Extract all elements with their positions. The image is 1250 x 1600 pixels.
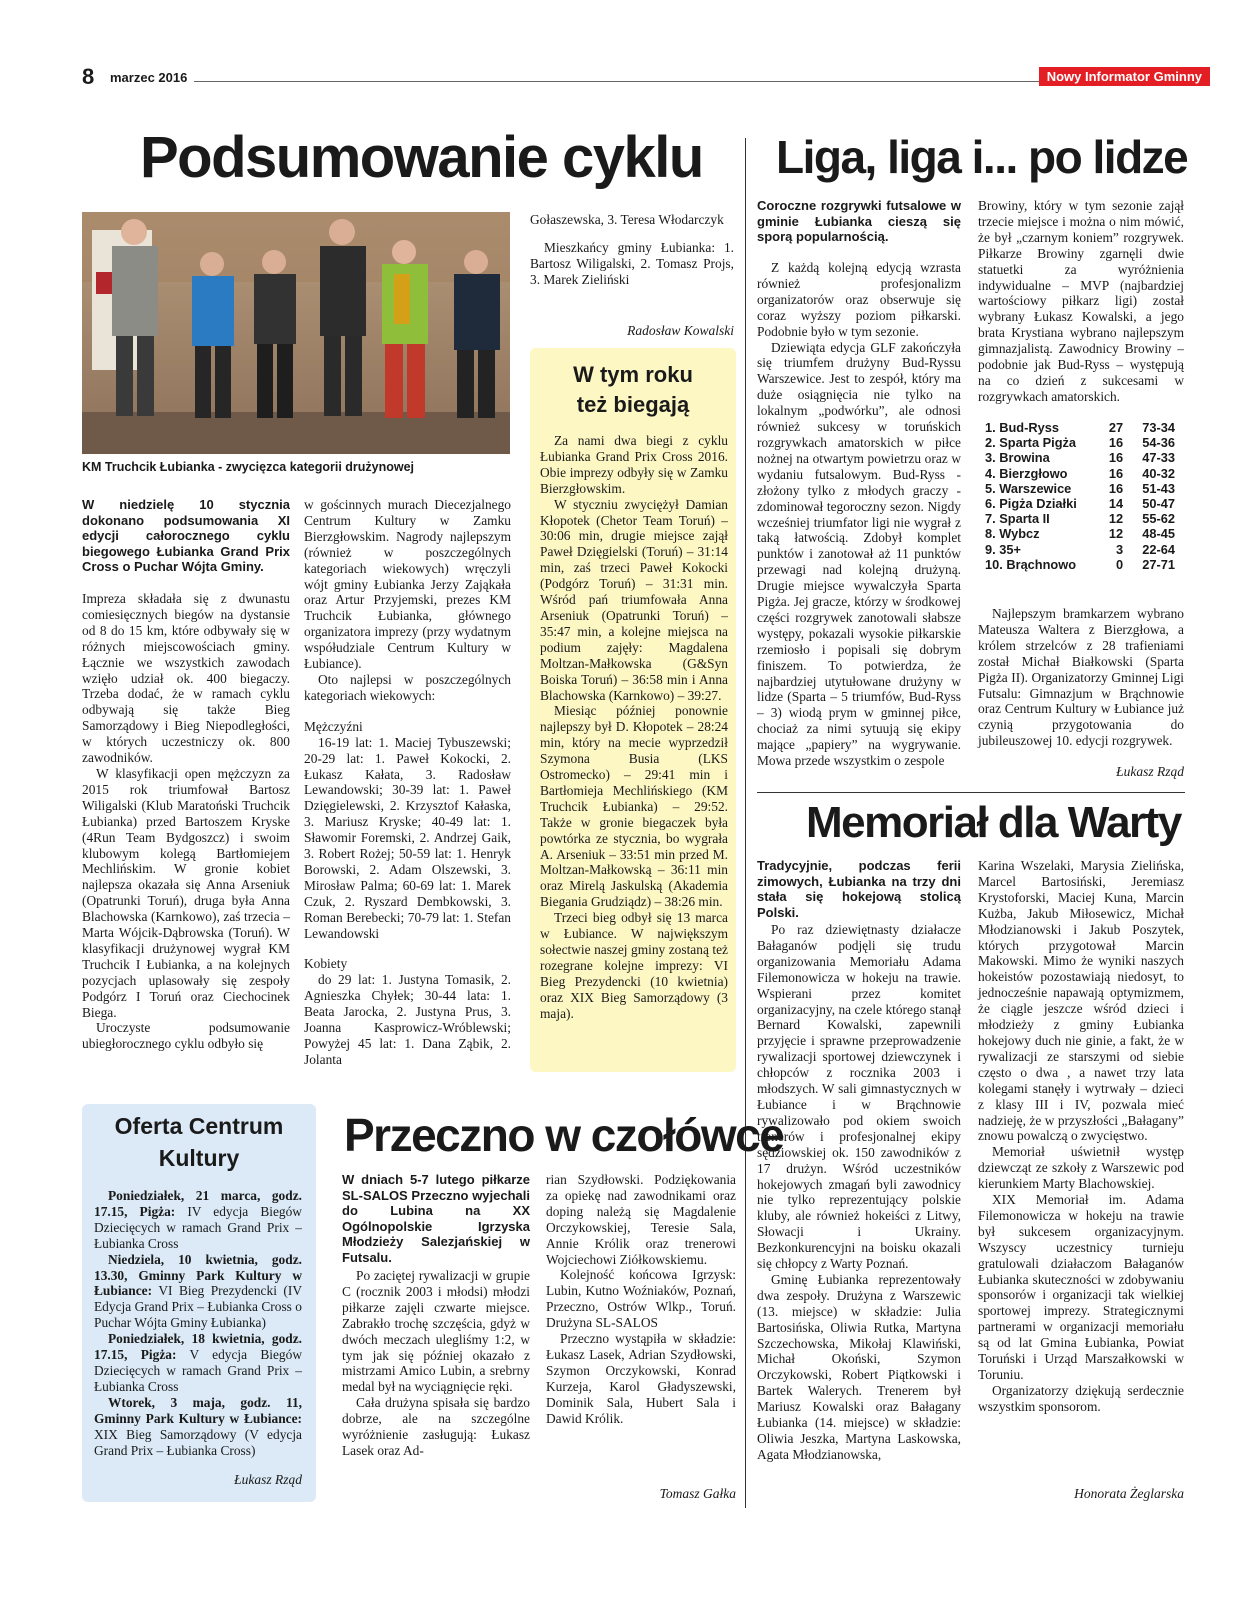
page-header — [82, 64, 1210, 92]
team-goals: 55-62 — [1142, 511, 1175, 527]
paragraph: Mieszkańcy gminy Łubianka: 1. Bartosz Wiligalski, 2. Tomasz Projs, 3. Marek Zieliński — [530, 239, 734, 287]
article1-author: Radosław Kowalski — [627, 323, 734, 338]
paragraph: W styczniu zwyciężył Damian Kłopotek (Chetor Team Toruń) – 30:06 min, drugie miejsce zajął Paweł Dzięgielski (Toruń) – 31:14 min, zaś trzeci Paweł Kokocki (Podgórz Toruń) – 31:31 min. Wśród pań triumfowała Anna Arseniuk (Opatrunki Toruń) – 35:47 min, a kolejne miejsca na podium zajęły: Magdalena Moltzan-Małkowska (G&Syn Boiska Toruń) – 36:58 min i Anna Blachowska (Karnkowo) – 39:27. — [540, 496, 728, 703]
event-when: Wtorek, 3 maja, godz. 11, Gminny Park Kultury w Łubiance: — [94, 1394, 302, 1426]
team-name: 10. Brąchnowo — [985, 556, 1077, 572]
paragraph: Z każdą kolejną edycją wzrasta również profesjonalizm organizatorów oraz obserwuje się coraz wyższy poziom piłkarski. Podobnie było w tym sezonie. — [757, 260, 961, 339]
article3-col1 — [757, 922, 961, 1463]
article1-col1 — [82, 591, 290, 1052]
article4-author: Tomasz Gałka — [659, 1486, 736, 1501]
section-rule — [757, 792, 1185, 793]
team-points: 0 — [1116, 556, 1124, 572]
paragraph: Kobiety — [304, 956, 348, 972]
article3-author: Honorata Żeglarska — [1074, 1486, 1184, 1501]
article2-lead — [757, 198, 961, 245]
paragraph: Gminę Łubianka reprezentowały dwa zespoły. Drużyna z Warszewic (13. miejsce) w składzie: Julia Bartosińska, Oliwia Rutka, Martyna Szczechowska, Mikołaj Klawiński, Michał Okoński, Szymon Orczykowski, Robert Piątkowski i Bartek Walerych. Trenerem był Mariusz Kowalski oraz Bałagany Łubianka (14. miejsce) w składzie: Oliwia Jeszka, Martyna Laskowska, Agata Młodzianowska, — [757, 1271, 961, 1462]
team-points: 3 — [1116, 541, 1124, 557]
paragraph: Dziewiąta edycja GLF zakończyła się triumfem drużyny Bud-Ryssu Warszewice. Jest to zespół, który ma duże osiągnięcia nie tylko na lokalnym „podwórku”, ale odnosi również sukcesy w toruńskich rozgrywkach amatorskich w piłce nożnej na otwartym powietrzu oraz w wydaniu futsalowym. Bud-Ryss - złożony tylko z młodych graczy - zdominował tegoroczny sezon. Nigdy wcześniej triumfator ligi nie wygrał z taką łatwością. Zdobył komplet punktów i zanotował aż 11 punktów przewagi nad kolejną drużyną. Drugie miejsce wywalczyła Sparta Pigża. Jej gracze, którzy w środkowej części rozgrywek zanotowali słabsze występy, pokazali wysokie piłkarskie rzemiosło i popisali się dobrym finiszem. To potwierdza, że najbardziej utytułowane drużyny w lidze (Sparta – 5 triumfów, Bud-Ryss – 3) wiodą prym w gminnej piłce, chociaż za nimi sytuują się ekipy mające „papiery” na wygrywanie. Mowa przede wszystkim o zespole — [757, 339, 961, 769]
article2-author: Łukasz Rząd — [1116, 764, 1184, 779]
league-table — [985, 420, 1175, 572]
title-line: też biegają — [576, 392, 690, 417]
league-row — [985, 526, 1175, 541]
running-box-title — [530, 360, 736, 420]
paragraph: Po zaciętej rywalizacji w grupie C (rocznik 2003 i młodsi) młodzi piłkarze zajęli czwarte miejsce. Zabrakło trochę szczęścia, gdyż w dwóch meczach ulegliśmy 1:2, w tym jak się później okazało z mistrzami Amico Lubin, a srebrny medal był na wyciągnięcie ręki. — [342, 1268, 530, 1395]
paragraph: Mężczyźni — [304, 718, 363, 734]
event-what: IV edycja Biegów Dziecięcych w ramach Grand Prix – Łubianka Cross — [94, 1203, 302, 1251]
team-name: 2. Sparta Pigża — [985, 435, 1077, 451]
paragraph: w gościnnych murach Diecezjalnego Centrum Kultury w Zamku Bierzgłowskim. Nagrody najlepszym (również w poszczególnych kategoriach wiekowych) wręczyli wójt gminy Łubianka Jerzy Zająkała oraz Artur Przyjemski, prezes KM Truchcik Łubianka, głównego organizatora imprezy (przy wydatnym współudziale Centrum Kultury w Łubiance). — [304, 497, 511, 672]
league-row — [985, 481, 1175, 496]
paragraph: Gołaszewska, 3. Teresa Włodarczyk — [530, 212, 724, 227]
team-name: 6. Pigża Działki — [985, 496, 1077, 512]
league-row — [985, 496, 1175, 511]
team-goals: 73-34 — [1142, 420, 1175, 436]
event-when: Niedziela, 10 kwietnia, godz. 13.30, Gminny Park Kultury w Łubiance: — [94, 1251, 302, 1299]
header-rule — [194, 81, 1104, 82]
team-points: 12 — [1108, 511, 1124, 527]
paragraph: Miesiąc później ponownie najlepszy był D. Kłopotek – 28:24 min, który na mecie wyprzedził Szymona Busia (LKS Ostromecko) – 29:41 min i Bartłomieja Mechlińskiego (KM Truchcik Łubianka) – 29:52. Także w gronie biegaczek była powtórka ze stycznia, bo wygrała A. Arseniuk – 33:51 min przed M. Moltzan-Małkowską – 36:11 min oraz Mirelą Jaskulską (Akademia Biegania Grudziądz) – 38:26 min. — [540, 703, 728, 910]
paragraph: W klasyfikacji open mężczyzn za 2015 rok triumfował Bartosz Wiligalski (Klub Maratoński Truchcik Łubianka) przed Bartoszem Kryske (4Run Team Bydgoszcz) i swoim klubowym kolegą Bartłomiejem Mechlińskim. W gronie kobiet najlepsza okazała się Anna Arseniuk (Opatrunki Toruń), druga była Anna Blachowska (Karnkowo), zaś trzecia – Marta Wójcik-Dąbrowska (Toruń). W klasyfikacji drużynowej wygrał KM Truchcik I Łubianka, a na kolejnych pozycjach uplasowały się zespoły Podgórz I Toruń oraz Ciechocinek Biega. — [82, 765, 290, 1020]
article3-title: Memoriał dla Warty — [806, 798, 1181, 847]
team-goals: 48-45 — [1142, 526, 1175, 542]
paragraph: Najlepszym bramkarzem wybrano Mateusza Waltera z Bierzgłowa, a królem strzelców z 28 trafieniami został Michał Białkowski (Sparta Pigża II). Organizatorzy Gminnej Ligi Futsalu: Gimnazjum w Brąchnowie oraz Centrum Kultury w Łubiance już czynią przygotowania do jubileuszowej 10. edycji rozgrywek. — [978, 606, 1184, 749]
team-name: 9. 35+ — [985, 541, 1021, 557]
team-points: 16 — [1108, 450, 1124, 466]
article1-col2 — [304, 497, 511, 1068]
team-goals: 50-47 — [1142, 496, 1175, 512]
article1-title: Podsumowanie cyklu — [140, 125, 703, 190]
league-row — [985, 542, 1175, 557]
paragraph: Kolejność końcowa Igrzysk: Lubin, Kutno Woźniaków, Poznań, Przeczno, Ostrów Wlkp., Toruń. Drużyna SL-SALOS — [546, 1267, 736, 1331]
article3-lead — [757, 858, 961, 920]
photo-caption: KM Truchcik Łubianka - zwycięzca kategorii drużynowej — [82, 460, 415, 474]
team-points: 14 — [1108, 496, 1124, 512]
culture-box-author: Łukasz Rząd — [234, 1472, 302, 1487]
league-row — [985, 420, 1175, 435]
paragraph: Karina Wszelaki, Marysia Zielińska, Marcel Bartosiński, Jeremiasz Krystoforski, Maciej Kuna, Marcin Kużba, Jakub Miłosewicz, Michał Młodzianowski i Jakub Poszytek, których przygotował Marcin Makowski. Mimo że wyniki naszych hokeistów pozostawiają niedosyt, to jednocześnie napawają optymizmem, że ciągle jeszcze wśród dzieci i młodzieży z gminy Łubianka hokejowy duch nie ginie, a fakt, że w rywalizacji ze starszymi od siebie często o dwa , a nawet trzy lata kolegami stanęły i wytrwały – dzieci z klasy III i IV, pozwala mieć nadzieję, że w przyszłości „Bałagany” znowu powalczą o zwycięstwo. — [978, 858, 1184, 1144]
league-row — [985, 435, 1175, 450]
event-what: V edycja Biegów Dziecięcych w ramach Grand Prix – Łubianka Cross — [94, 1347, 302, 1394]
paragraph: Cała drużyna spisała się bardzo dobrze, ale na szczególne wyróżnienie zasługują: Łukasz Lasek oraz Ad- — [342, 1395, 530, 1458]
paragraph: 16-19 lat: 1. Maciej Tybuszewski; 20-29 lat: 1. Paweł Kokocki, 2. Łukasz Kałata, 3. Radosław Lewandowski; 30-39 lat: 1. Paweł Dzięgielewski, 2. Krzysztof Kałaska, 3. Mariusz Kryske; 40-49 lat: 1. Sławomir Foremski, 2. Andrzej Gaik, 3. Robert Rożej; 50-59 lat: 1. Henryk Borowski, 2. Adam Olszewski, 3. Mirosław Palma; 60-69 lat: 1. Marek Czuk, 2. Ryszard Dembkowski, 3. Roman Berebecki; 70-79 lat: 1. Stefan Lewandowski — [304, 734, 511, 941]
team-points: 27 — [1108, 420, 1124, 436]
culture-box-list — [94, 1188, 302, 1458]
league-row — [985, 450, 1175, 465]
paragraph: Memoriał uświetnił występ dziewcząt ze szkoły z Warszewic pod kierunkiem Marty Blachowskiej. — [978, 1144, 1184, 1192]
issue-date: marzec 2016 — [110, 70, 188, 85]
event-when: Poniedziałek, 18 kwietnia, godz. 17.15, Pigża: — [94, 1331, 302, 1363]
publication-name: Nowy Informator Gminny — [1039, 67, 1210, 86]
article2-title: Liga, liga i... po lidze — [776, 131, 1188, 183]
lead-text: Tradycyjnie, podczas ferii zimowych, Łubianka na trzy dni stała się hokejową stolicą Polski. — [757, 858, 961, 920]
team-name: 3. Browina — [985, 450, 1050, 466]
lead-text: W niedzielę 10 stycznia dokonano podsumowania XI edycji całorocznego cyklu biegowego Łubianka Grand Prix Cross o Puchar Wójta Gminy. — [82, 497, 290, 575]
paragraph: Trzeci bieg odbył się 13 marca w Łubiance. W największym sołectwie naszej gminy zostaną też rozegrane kolejne imprezy: VI Bieg Prezydencki (10 kwietnia) oraz XIX Bieg Samorządowy (3 maja). — [540, 910, 728, 1021]
team-goals: 54-36 — [1142, 435, 1175, 451]
paragraph: XIX Memoriał im. Adama Filemonowicza w hokeju na trawie był sukcesem organizacyjnym. Wszyscy uczestnicy turnieju gratulowali działaczom Bałaganów Łubianka skuteczności w zdobywaniu sponsorów i organizacji tak wielkiej sportowej imprezy. Strategicznymi partnerami w organizacji memoriału są od lat Gmina Łubianka, Powiat Toruński i Urząd Marszałkowski w Toruniu. — [978, 1192, 1184, 1382]
article4-col2 — [546, 1172, 736, 1427]
paragraph: Impreza składała się z dwunastu comiesięcznych biegów na dystansie od 8 do 15 km, które odbywały się w różnych miejscowościach gminy. Łącznie we wszystkich zawodach wzięło udział ok. 400 biegaczy. Trzeba dodać, że w ramach cyklu odbywają się także Bieg Samorządowy i Bieg Niepodległości, w których uczestniczy ok. 800 zawodników. — [82, 591, 290, 766]
title-line: W tym roku — [573, 362, 693, 387]
event-what: VI Bieg Prezydencki (IV Edycja Grand Prix – Łubianka Cross o Puchar Wójta Gminy Łubianka) — [94, 1283, 303, 1331]
article4-title: Przeczno w czołówce — [344, 1109, 784, 1161]
event-when: Poniedziałek, 21 marca, godz. 17.15, Pigża: — [94, 1188, 302, 1219]
paragraph: Browiny, który w tym sezonie zajął trzecie miejsce i można o nim mówić, że był „czarnym koniem” rozgrywek. Piłkarze Browiny zgarnęli dwie statuetki za wyróżnienia indywidualne – MVP (najbardziej wartościowy piłkarz ligi) został wybrany Łukasz Kowalski, a jego brata Krystiana wybrano najlepszym gimnazjalistą. Zawodnicy Browiny – podobnie jak Bud-Ryss – występują na co dzień z sukcesami w rozgrywkach amatorskich. — [978, 198, 1184, 404]
running-box-text — [540, 433, 728, 1022]
article3-col2 — [978, 858, 1184, 1415]
culture-box-title — [82, 1110, 316, 1174]
page-number: 8 — [82, 64, 95, 89]
team-name: 8. Wybcz — [985, 526, 1040, 542]
paragraph: Organizatorzy dziękują serdecznie wszystkim sponsorom. — [978, 1382, 1184, 1414]
team-points: 16 — [1108, 435, 1124, 451]
paragraph: Uroczyste podsumowanie ubiegłorocznego cyklu odbyło się — [82, 1020, 290, 1052]
event-what: XIX Bieg Samorządowy (V edycja Grand Prix – Łubianka Cross) — [94, 1426, 302, 1458]
league-row — [985, 557, 1175, 572]
paragraph: rian Szydłowski. Podziękowania za opiekę nad zawodnikami oraz doping należą się Magdalenie Orczykowskiej, Teresie Sala, Annie Królik oraz trenerowi Wojciechowi Ziółkowskiemu. — [546, 1172, 736, 1267]
team-points: 16 — [1108, 480, 1124, 496]
paragraph: Za nami dwa biegi z cyklu Łubianka Grand Prix Cross 2016. Obie imprezy odbyły się w Zamku Bierzgłowskim. — [540, 433, 728, 496]
article1-col3 — [530, 212, 734, 288]
lead-text: W dniach 5-7 lutego piłkarze SL-SALOS Przeczno wyjechali do Lubina na XX Ogólnopolskie Igrzyska Młodzieży Salezjańskiej w Futsalu. — [342, 1172, 530, 1265]
team-points: 12 — [1108, 526, 1124, 542]
paragraph: Oto najlepsi w poszczególnych kategoriach wiekowych: — [304, 671, 511, 703]
league-row — [985, 511, 1175, 526]
team-name: 1. Bud-Ryss — [985, 420, 1059, 436]
article1-photo — [82, 212, 510, 454]
team-name: 7. Sparta II — [985, 511, 1050, 527]
article1-lead — [82, 497, 290, 575]
paragraph: Po raz dziewiętnasty działacze Bałaganów podjęli się trudu organizowania Memoriału Adama Filemonowicza w hokeju na trawie. Wspierani przez komitet organizacyjny, na czele którego stanął Bernard Kowalski, zapewnili przyjęcie i sprawne przeprowadzenie rywalizacji sportowej dziewczynek i chłopców z rocznika 2003 i młodszych. W sali gimnastycznych w Łubiance i w Brąchnowie rywalizowało pod okiem swoich trenerów i profesjonalnej ekipy sędziowskiej ok. 150 zawodników z 17 drużyn. Wśród uczestników hokejowych zmagań byli zawodnicy nie tylko reprezentujący polskie kluby, ale również hokeiści z Litwy, Słowacji i Ukrainy. Bezkonkurencyjni na boisku okazali się chłopcy z Warty Poznań. — [757, 922, 961, 1272]
team-goals: 51-43 — [1142, 480, 1175, 496]
title-line: Kultury — [158, 1145, 240, 1171]
paragraph: Przeczno wystąpiła w składzie: Łukasz Lasek, Adrian Szydłowski, Szymon Orczykowski, Konrad Kurzeja, Karol Gładyszewski, Dominik Sala, Hubert Sala i Dawid Królik. — [546, 1331, 736, 1426]
league-row — [985, 466, 1175, 481]
article4-col1 — [342, 1268, 530, 1459]
article2-col2-bottom — [978, 606, 1184, 749]
team-goals: 47-33 — [1142, 450, 1175, 466]
article4-lead — [342, 1172, 530, 1266]
column-divider — [745, 138, 746, 1508]
team-goals: 22-64 — [1142, 541, 1175, 557]
team-points: 16 — [1108, 465, 1124, 481]
article2-col2 — [978, 198, 1184, 405]
team-name: 5. Warszewice — [985, 480, 1072, 496]
team-goals: 40-32 — [1142, 465, 1175, 481]
lead-text: Coroczne rozgrywki futsalowe w gminie Łubianka cieszą się sporą popularnością. — [757, 198, 961, 245]
team-name: 4. Bierzgłowo — [985, 465, 1068, 481]
paragraph: do 29 lat: 1. Justyna Tomasik, 2. Agnieszka Chyłek; 30-44 lata: 1. Beata Jarocka, 2. Justyna Prus, 3. Joanna Kasprowicz-Wróblewski; Powyżej 45 lat: 1. Dana Ząbik, 2. Jolanta — [304, 972, 511, 1067]
team-goals: 27-71 — [1142, 556, 1175, 572]
title-line: Oferta Centrum — [114, 1113, 284, 1139]
article2-col1 — [757, 260, 961, 769]
